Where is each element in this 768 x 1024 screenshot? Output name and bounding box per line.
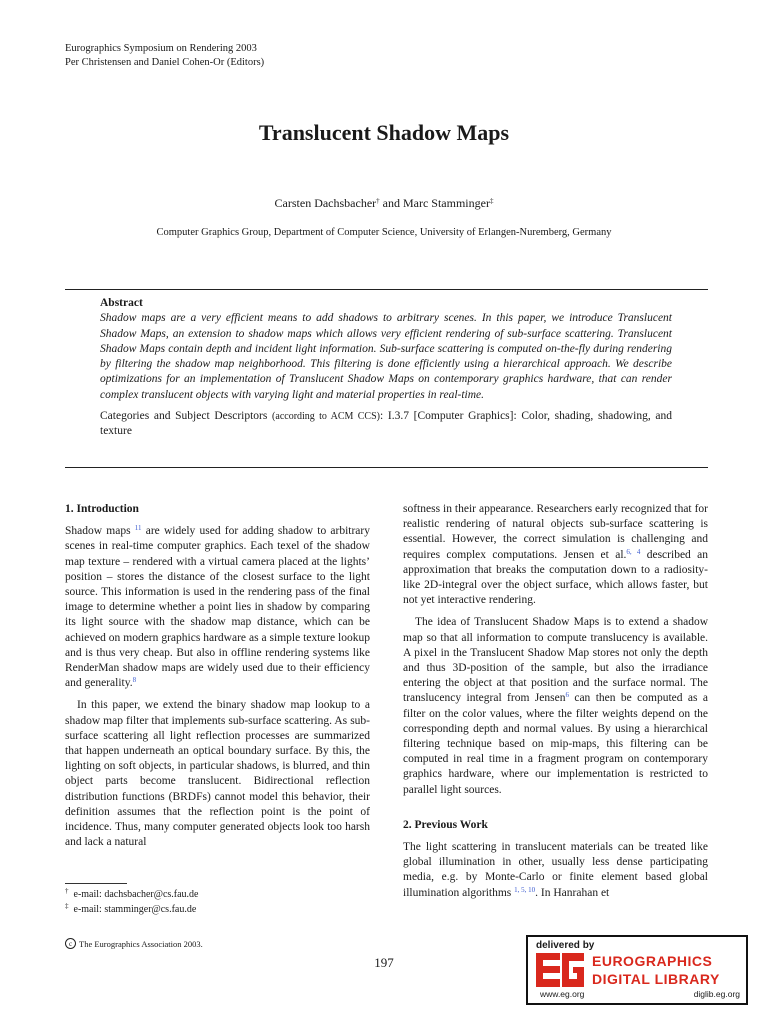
abstract-heading: Abstract [100,297,143,309]
intro-paragraph-1 [65,524,370,691]
copyright-text: The Eurographics Association 2003. [79,938,203,949]
abstract-top-rule [65,289,708,290]
footnote-2 [65,902,198,917]
author-1-mark: † [376,197,380,205]
intro-p1-text-a: Shadow maps [65,525,131,538]
categories-text: : I.3.7 [Computer Graphics]: Color, shading, shadowing, and texture [100,410,672,438]
header-line-2: Per Christensen and Daniel Cohen-Or (Editors) [65,57,265,68]
footnote-1 [65,887,198,902]
footnote-1-text: e-mail: dachsbacher@cs.fau.de [73,889,199,900]
running-header [65,42,264,70]
right-paragraph-2 [403,615,708,797]
section-1-heading: 1. Introduction [65,503,139,515]
diglib-url[interactable]: diglib.eg.org [693,989,740,999]
eg-logo-line-2: DIGITAL LIBRARY [592,971,720,987]
ref-link[interactable]: 8 [132,676,137,685]
left-column [65,502,370,857]
copyright-icon: c [65,938,76,949]
affiliation: Computer Graphics Group, Department of Computer Science, University of Erlangen-Nuremberg, Germany [156,227,612,238]
abstract-bottom-rule [65,467,708,468]
footnote-2-mark: ‡ [65,902,69,910]
categories [100,409,672,440]
authors-and: and [379,196,403,210]
right-p3-text-b: . In Hanrahan et [535,886,610,899]
delivered-by-label: delivered by [536,940,595,951]
eg-logo-line-1: EUROGRAPHICS [592,953,713,969]
footnote-rule [65,883,127,884]
paper-title: Translucent Shadow Maps [258,120,510,145]
section-2-heading: 2. Previous Work [403,818,488,831]
right-p2-text-a: The idea of Translucent Shadow Maps is to extend a shadow map so that all information to compute translucency is available. A pixel in the Translucent Shadow Map stores not only the depth and thus 3D-position of the sample, but also the irradiance entering the object at that position and the surface normal. The translucency integral from Jensen [403,616,708,705]
eg-url[interactable]: www.eg.org [540,989,585,999]
intro-p1-text-b: are widely used for adding shadow to arbitrary scenes in real-time computer graphics. Each texel of the shadow map texture – rendered with a virtual camera placed at the lights’ position – stores the distance of the closest surface to the light source. This information is used in the rendering pass of the final image to determine whether a point lies in shadow by comparing its light source with the shadow map distance, which can be achieved on modern graphics hardware as a simple texture lookup and is thus very cheap. But also in offline rendering systems like RenderMan shadow maps are widely used due to their efficiency and generality. [65,525,370,690]
eg-logo-icon [536,953,584,987]
right-paragraph-3 [403,840,708,901]
right-column [403,502,708,908]
intro-paragraph-2: In this paper, we extend the binary shadow map lookup to a shadow map filter that implements sub-surface scattering. As sub-surface scattering all light reflection processes are summarized that happen underneath an optical boundary surface. By this, the lighting on soft objects, in particular shadows, is blurred, and thin object parts become translucent. Bidirectional reflection distribution functions (BRDFs) cannot model this behavior, their definition assumes that the reflection point is the point of incidence. Thus, many computer generated objects look too harsh and lack a natural [65,699,370,849]
page-number: 197 [374,955,394,970]
right-p3-text-a: The light scattering in translucent materials can be treated like global illumination in other, usually less dense participating media, e.g. by Monte-Carlo or finite element based global illumination algorithms [403,841,708,899]
footnote-1-mark: † [65,887,69,895]
abstract [100,296,672,440]
authors [0,196,768,211]
footnotes [65,887,198,917]
right-p1-text-a: softness in their appearance. Researchers early recognized that for realistic rendering of natural objects sub-surface scattering is essential. However, the correct simulation is challenging and requires complex computations. Jensen et al. [403,503,708,561]
ref-link[interactable]: 1, 5, 10 [514,885,536,894]
copyright [65,938,203,949]
author-2-mark: ‡ [489,197,494,205]
header-line-1: Eurographics Symposium on Rendering 2003 [65,43,257,54]
ref-link[interactable]: 6 [565,691,569,700]
eg-digital-library-badge[interactable] [526,935,748,1005]
author-2: Marc Stamminger [402,196,490,210]
footnote-2-text: e-mail: stamminger@cs.fau.de [73,904,197,915]
abstract-text: Shadow maps are a very efficient means to add shadows to arbitrary scenes. In this paper, we introduce Translucent Shadow Maps, an extension to shadow maps which allows very efficient rendering of sub-surface scattering. Translucent Shadow Maps contain depth and incident light information. Sub-surface scattering is computed on-the-fly during rendering by filtering the shadow map neighborhood. This filtering is done efficiently using a hierarchical approach. We describe optimizations for an implementation of Translucent Shadow Maps on contemporary graphics hardware, that can render complex translucent objects with varying light and material properties in real-time. [100,312,672,401]
categories-label: Categories and Subject Descriptors [100,410,268,423]
author-1: Carsten Dachsbacher [274,196,377,210]
ref-link[interactable]: 11 [134,524,142,533]
right-p1-text-b: described an approximation that breaks the computation down to a radiosity-like 2D-integral over the object surface, which allows faster, but not yet interactive rendering. [403,548,709,607]
ref-link[interactable]: 6, 4 [626,547,641,556]
right-p2-text-b: can then be computed as a filter on the color values, where the filter weights depend on the corresponding depth and normal values. By using a hierarchical filtering technique based on mip-maps, this filtering can be computed in real time in a fragment program on contemporary graphics hardware, where our implementation is restricted to parallel light sources. [403,692,708,796]
right-paragraph-1 [403,502,708,608]
categories-ccs: (according to ACM CCS) [272,411,380,423]
